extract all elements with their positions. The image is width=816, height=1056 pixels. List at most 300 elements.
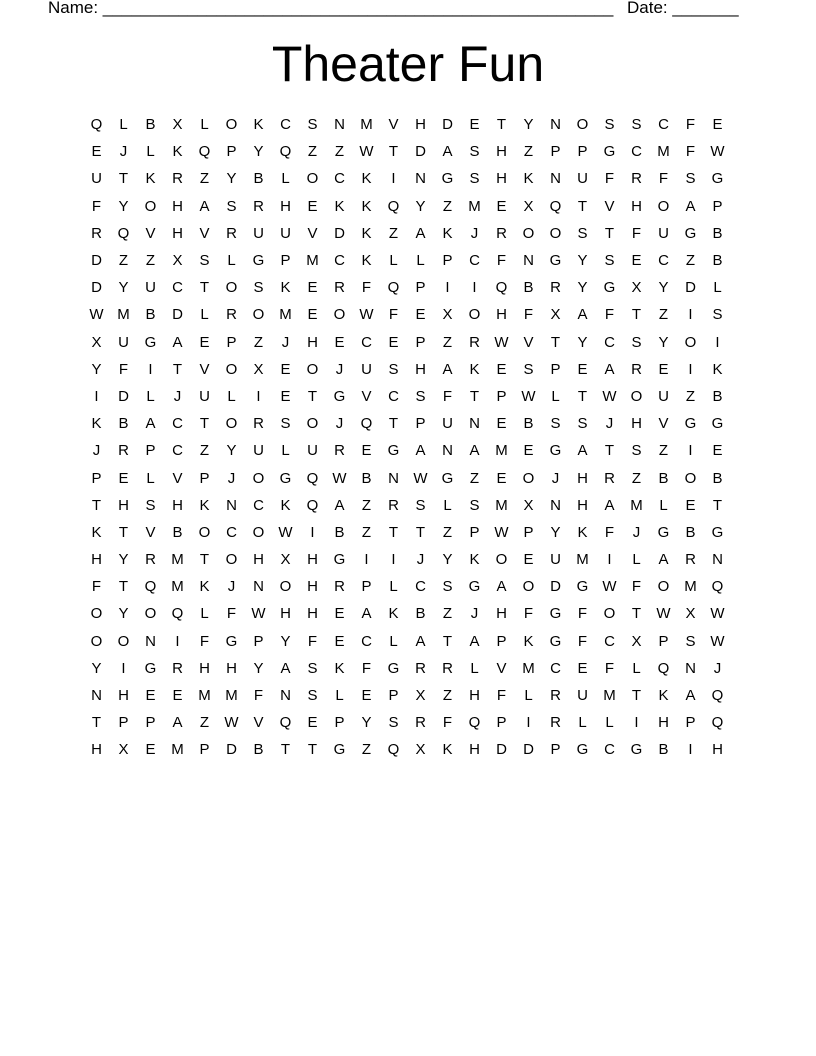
grid-letter: U bbox=[658, 387, 669, 405]
grid-letter: J bbox=[470, 605, 479, 623]
grid-letter: I bbox=[94, 387, 99, 405]
grid-letter: S bbox=[550, 415, 561, 433]
grid-letter: K bbox=[361, 224, 372, 242]
grid-letter: N bbox=[550, 170, 561, 188]
grid-letter: T bbox=[604, 442, 615, 460]
grid-letter: R bbox=[226, 306, 237, 324]
grid-letter: S bbox=[415, 387, 426, 405]
grid-letter: L bbox=[389, 578, 398, 596]
grid-letter: N bbox=[226, 496, 237, 514]
grid-letter: T bbox=[604, 224, 615, 242]
grid-letter: V bbox=[496, 659, 507, 677]
grid-letter: P bbox=[226, 333, 237, 351]
grid-letter: T bbox=[307, 741, 318, 759]
grid-letter: P bbox=[550, 360, 561, 378]
grid-letter: G bbox=[468, 578, 481, 596]
grid-letter: U bbox=[577, 170, 588, 188]
grid-letter: N bbox=[145, 632, 156, 650]
grid-letter: L bbox=[551, 387, 560, 405]
grid-letter: Z bbox=[631, 469, 642, 487]
grid-letter: H bbox=[712, 741, 723, 759]
grid-letter: G bbox=[549, 605, 562, 623]
grid-letter: G bbox=[144, 333, 157, 351]
grid-letter: L bbox=[146, 469, 155, 487]
grid-letter: P bbox=[280, 252, 291, 270]
grid-letter: H bbox=[91, 551, 102, 569]
grid-letter: M bbox=[225, 687, 238, 705]
grid-letter: A bbox=[442, 360, 453, 378]
grid-letter: P bbox=[442, 252, 453, 270]
grid-letter: Q bbox=[495, 279, 508, 297]
grid-letter: P bbox=[199, 469, 210, 487]
grid-letter: I bbox=[310, 523, 315, 541]
grid-letter: P bbox=[91, 469, 102, 487]
grid-letter: A bbox=[685, 197, 696, 215]
grid-letter: Z bbox=[442, 605, 453, 623]
grid-letter: X bbox=[172, 116, 183, 134]
grid-letter: U bbox=[91, 170, 102, 188]
grid-letter: I bbox=[391, 170, 396, 188]
grid-letter: S bbox=[523, 360, 534, 378]
grid-letter: G bbox=[387, 659, 400, 677]
grid-letter: J bbox=[713, 659, 722, 677]
grid-letter: Q bbox=[90, 116, 103, 134]
grid-letter: S bbox=[469, 170, 480, 188]
grid-letter: Z bbox=[523, 143, 534, 161]
grid-letter: C bbox=[172, 279, 183, 297]
grid-letter: A bbox=[172, 333, 183, 351]
grid-letter: B bbox=[712, 252, 723, 270]
grid-letter: P bbox=[118, 714, 129, 732]
grid-letter: L bbox=[200, 605, 209, 623]
grid-letter: M bbox=[171, 578, 184, 596]
grid-letter: P bbox=[550, 143, 561, 161]
grid-letter: V bbox=[658, 415, 669, 433]
grid-letter: J bbox=[605, 415, 614, 433]
grid-letter: Y bbox=[91, 360, 102, 378]
grid-letter: E bbox=[496, 360, 507, 378]
grid-letter: E bbox=[334, 333, 345, 351]
grid-letter: K bbox=[280, 496, 291, 514]
grid-letter: L bbox=[632, 551, 641, 569]
grid-letter: O bbox=[144, 197, 157, 215]
grid-letter: C bbox=[469, 252, 480, 270]
grid-letter: E bbox=[523, 551, 534, 569]
grid-letter: U bbox=[280, 224, 291, 242]
grid-letter: O bbox=[225, 279, 238, 297]
grid-letter: G bbox=[684, 415, 697, 433]
grid-letter: V bbox=[604, 197, 615, 215]
grid-letter: O bbox=[684, 333, 697, 351]
grid-letter: C bbox=[658, 116, 669, 134]
grid-letter: Y bbox=[577, 333, 588, 351]
grid-letter: M bbox=[468, 197, 481, 215]
grid-letter: P bbox=[145, 714, 156, 732]
grid-letter: E bbox=[199, 333, 210, 351]
grid-letter: I bbox=[148, 360, 153, 378]
grid-letter: Z bbox=[361, 741, 372, 759]
grid-letter: T bbox=[577, 387, 588, 405]
grid-letter: J bbox=[335, 415, 344, 433]
grid-letter: R bbox=[253, 415, 264, 433]
grid-letter: N bbox=[550, 116, 561, 134]
grid-letter: F bbox=[442, 387, 453, 405]
grid-letter: K bbox=[469, 360, 480, 378]
grid-letter: Z bbox=[199, 714, 210, 732]
grid-letter: H bbox=[91, 741, 102, 759]
grid-letter: F bbox=[226, 605, 237, 623]
grid-letter: Y bbox=[226, 442, 237, 460]
grid-letter: B bbox=[253, 741, 264, 759]
grid-row bbox=[83, 682, 731, 709]
grid-letter: B bbox=[712, 469, 723, 487]
grid-letter: E bbox=[631, 252, 642, 270]
grid-letter: H bbox=[280, 605, 291, 623]
grid-row bbox=[83, 356, 731, 383]
grid-letter: I bbox=[607, 551, 612, 569]
grid-letter: Z bbox=[199, 170, 210, 188]
grid-letter: V bbox=[307, 224, 318, 242]
grid-letter: L bbox=[389, 632, 398, 650]
grid-letter: C bbox=[604, 741, 615, 759]
grid-letter: J bbox=[173, 387, 182, 405]
grid-letter: U bbox=[253, 442, 264, 460]
grid-letter: K bbox=[469, 551, 480, 569]
grid-letter: F bbox=[631, 224, 642, 242]
grid-letter: K bbox=[442, 741, 453, 759]
grid-letter: F bbox=[91, 578, 102, 596]
grid-letter: F bbox=[685, 143, 696, 161]
grid-letter: N bbox=[415, 170, 426, 188]
grid-letter: S bbox=[469, 143, 480, 161]
grid-letter: A bbox=[685, 687, 696, 705]
grid-letter: F bbox=[523, 306, 534, 324]
grid-letter: H bbox=[253, 551, 264, 569]
grid-letter: Z bbox=[388, 224, 399, 242]
grid-letter: Y bbox=[253, 659, 264, 677]
grid-letter: P bbox=[496, 714, 507, 732]
grid-letter: O bbox=[90, 605, 103, 623]
grid-letter: C bbox=[361, 333, 372, 351]
grid-letter: E bbox=[685, 496, 696, 514]
grid-letter: Q bbox=[468, 714, 481, 732]
grid-letter: I bbox=[121, 659, 126, 677]
grid-letter: T bbox=[496, 116, 507, 134]
grid-letter: F bbox=[442, 714, 453, 732]
grid-letter: S bbox=[604, 116, 615, 134]
grid-letter: E bbox=[361, 687, 372, 705]
grid-row bbox=[83, 492, 731, 519]
grid-letter: P bbox=[226, 143, 237, 161]
grid-letter: M bbox=[198, 687, 211, 705]
grid-letter: L bbox=[281, 442, 290, 460]
grid-letter: C bbox=[415, 578, 426, 596]
grid-letter: X bbox=[253, 360, 264, 378]
grid-letter: B bbox=[712, 224, 723, 242]
grid-letter: I bbox=[715, 333, 720, 351]
grid-letter: T bbox=[388, 143, 399, 161]
grid-letter: I bbox=[364, 551, 369, 569]
grid-letter: D bbox=[118, 387, 129, 405]
grid-letter: L bbox=[659, 496, 668, 514]
grid-letter: D bbox=[685, 279, 696, 297]
grid-letter: W bbox=[359, 306, 374, 324]
grid-letter: D bbox=[550, 578, 561, 596]
grid-letter: Y bbox=[118, 551, 129, 569]
grid-letter: F bbox=[658, 170, 669, 188]
grid-letter: O bbox=[225, 360, 238, 378]
grid-letter: W bbox=[602, 387, 617, 405]
grid-letter: K bbox=[442, 224, 453, 242]
grid-letter: X bbox=[523, 197, 534, 215]
grid-letter: A bbox=[415, 442, 426, 460]
grid-letter: S bbox=[199, 252, 210, 270]
grid-letter: J bbox=[632, 523, 641, 541]
grid-letter: Q bbox=[387, 741, 400, 759]
grid-letter: H bbox=[307, 605, 318, 623]
grid-letter: M bbox=[495, 442, 508, 460]
grid-letter: G bbox=[630, 741, 643, 759]
grid-row bbox=[83, 220, 731, 247]
grid-letter: T bbox=[199, 415, 210, 433]
grid-letter: A bbox=[469, 632, 480, 650]
grid-letter: G bbox=[333, 741, 346, 759]
grid-letter: Q bbox=[306, 496, 319, 514]
grid-letter: K bbox=[145, 170, 156, 188]
grid-letter: O bbox=[333, 306, 346, 324]
grid-letter: T bbox=[469, 387, 480, 405]
grid-letter: X bbox=[523, 496, 534, 514]
grid-letter: E bbox=[658, 360, 669, 378]
grid-letter: Z bbox=[442, 523, 453, 541]
grid-letter: E bbox=[361, 442, 372, 460]
grid-letter: C bbox=[280, 116, 291, 134]
grid-letter: R bbox=[226, 224, 237, 242]
grid-letter: H bbox=[307, 578, 318, 596]
grid-letter: H bbox=[469, 741, 480, 759]
grid-letter: L bbox=[227, 252, 236, 270]
grid-letter: O bbox=[144, 605, 157, 623]
grid-row bbox=[83, 655, 731, 682]
grid-letter: E bbox=[496, 415, 507, 433]
grid-letter: M bbox=[117, 306, 130, 324]
grid-letter: R bbox=[172, 659, 183, 677]
grid-letter: Z bbox=[442, 687, 453, 705]
grid-letter: M bbox=[171, 551, 184, 569]
grid-letter: G bbox=[441, 170, 454, 188]
grid-row bbox=[83, 247, 731, 274]
grid-row bbox=[83, 709, 731, 736]
grid-letter: W bbox=[251, 605, 266, 623]
grid-letter: E bbox=[172, 687, 183, 705]
grid-letter: C bbox=[604, 632, 615, 650]
grid-letter: I bbox=[688, 306, 693, 324]
grid-letter: D bbox=[334, 224, 345, 242]
grid-letter: F bbox=[388, 306, 399, 324]
grid-letter: Q bbox=[279, 714, 292, 732]
grid-letter: G bbox=[279, 469, 292, 487]
grid-letter: K bbox=[577, 523, 588, 541]
grid-letter: I bbox=[688, 442, 693, 460]
grid-letter: T bbox=[307, 387, 318, 405]
grid-letter: S bbox=[253, 279, 264, 297]
grid-letter: X bbox=[415, 741, 426, 759]
grid-letter: M bbox=[360, 116, 373, 134]
grid-letter: A bbox=[604, 360, 615, 378]
grid-letter: Z bbox=[658, 306, 669, 324]
grid-letter: F bbox=[604, 306, 615, 324]
grid-letter: L bbox=[578, 714, 587, 732]
grid-letter: W bbox=[710, 605, 725, 623]
grid-letter: D bbox=[172, 306, 183, 324]
grid-letter: A bbox=[172, 714, 183, 732]
grid-letter: W bbox=[494, 523, 509, 541]
grid-letter: U bbox=[118, 333, 129, 351]
grid-letter: V bbox=[145, 224, 156, 242]
grid-letter: T bbox=[631, 306, 642, 324]
grid-letter: K bbox=[523, 170, 534, 188]
grid-letter: H bbox=[307, 551, 318, 569]
grid-letter: P bbox=[415, 333, 426, 351]
grid-letter: Z bbox=[658, 442, 669, 460]
grid-letter: D bbox=[91, 279, 102, 297]
grid-letter: L bbox=[146, 387, 155, 405]
grid-letter: R bbox=[550, 279, 561, 297]
grid-letter: W bbox=[710, 143, 725, 161]
grid-letter: Q bbox=[360, 415, 373, 433]
grid-letter: C bbox=[631, 143, 642, 161]
grid-row bbox=[83, 519, 731, 546]
grid-letter: Z bbox=[334, 143, 345, 161]
grid-letter: K bbox=[199, 578, 210, 596]
grid-letter: E bbox=[523, 442, 534, 460]
grid-letter: L bbox=[335, 687, 344, 705]
grid-letter: T bbox=[388, 523, 399, 541]
grid-letter: H bbox=[199, 659, 210, 677]
grid-letter: P bbox=[550, 741, 561, 759]
grid-letter: G bbox=[549, 252, 562, 270]
grid-letter: O bbox=[576, 116, 589, 134]
grid-letter: E bbox=[307, 197, 318, 215]
grid-letter: P bbox=[199, 741, 210, 759]
grid-letter: N bbox=[280, 687, 291, 705]
grid-letter: X bbox=[685, 605, 696, 623]
grid-letter: E bbox=[388, 333, 399, 351]
grid-letter: Y bbox=[577, 279, 588, 297]
grid-letter: W bbox=[359, 143, 374, 161]
grid-letter: W bbox=[413, 469, 428, 487]
grid-letter: W bbox=[521, 387, 536, 405]
grid-letter: Q bbox=[711, 687, 724, 705]
grid-letter: B bbox=[685, 523, 696, 541]
grid-letter: R bbox=[334, 578, 345, 596]
grid-letter: Z bbox=[442, 333, 453, 351]
grid-letter: O bbox=[306, 415, 319, 433]
grid-letter: L bbox=[416, 252, 425, 270]
grid-letter: C bbox=[658, 252, 669, 270]
grid-letter: E bbox=[712, 116, 723, 134]
grid-letter: V bbox=[199, 224, 210, 242]
grid-letter: H bbox=[577, 496, 588, 514]
grid-letter: F bbox=[604, 523, 615, 541]
grid-letter: U bbox=[253, 224, 264, 242]
grid-letter: U bbox=[442, 415, 453, 433]
grid-row bbox=[83, 301, 731, 328]
grid-letter: E bbox=[496, 197, 507, 215]
grid-letter: R bbox=[685, 551, 696, 569]
grid-letter: Z bbox=[199, 442, 210, 460]
grid-letter: K bbox=[658, 687, 669, 705]
grid-letter: O bbox=[225, 551, 238, 569]
grid-letter: Z bbox=[118, 252, 129, 270]
grid-letter: Q bbox=[279, 143, 292, 161]
grid-letter: B bbox=[523, 415, 534, 433]
grid-letter: O bbox=[630, 387, 643, 405]
grid-letter: F bbox=[523, 605, 534, 623]
grid-letter: X bbox=[631, 632, 642, 650]
grid-letter: V bbox=[388, 116, 399, 134]
grid-letter: X bbox=[415, 687, 426, 705]
grid-letter: S bbox=[388, 360, 399, 378]
grid-letter: E bbox=[307, 279, 318, 297]
grid-letter: B bbox=[658, 741, 669, 759]
grid-letter: Y bbox=[361, 714, 372, 732]
grid-letter: Z bbox=[442, 197, 453, 215]
grid-letter: J bbox=[281, 333, 290, 351]
grid-letter: G bbox=[603, 279, 616, 297]
grid-letter: O bbox=[657, 197, 670, 215]
grid-letter: K bbox=[334, 659, 345, 677]
grid-row bbox=[83, 274, 731, 301]
grid-letter: Q bbox=[387, 197, 400, 215]
grid-letter: V bbox=[145, 523, 156, 541]
grid-letter: R bbox=[145, 551, 156, 569]
grid-letter: R bbox=[550, 687, 561, 705]
grid-letter: R bbox=[334, 279, 345, 297]
grid-letter: O bbox=[522, 578, 535, 596]
grid-letter: T bbox=[172, 360, 183, 378]
grid-letter: E bbox=[145, 741, 156, 759]
grid-letter: S bbox=[685, 170, 696, 188]
grid-letter: L bbox=[119, 116, 128, 134]
grid-letter: T bbox=[199, 279, 210, 297]
grid-letter: Y bbox=[118, 279, 129, 297]
grid-letter: Q bbox=[657, 659, 670, 677]
grid-letter: O bbox=[225, 116, 238, 134]
grid-letter: C bbox=[604, 333, 615, 351]
grid-letter: P bbox=[469, 523, 480, 541]
grid-letter: L bbox=[470, 659, 479, 677]
grid-letter: T bbox=[118, 170, 129, 188]
grid-letter: E bbox=[469, 116, 480, 134]
grid-letter: K bbox=[361, 197, 372, 215]
grid-letter: K bbox=[91, 523, 102, 541]
grid-row bbox=[83, 193, 731, 220]
grid-letter: K bbox=[253, 116, 264, 134]
grid-letter: E bbox=[496, 469, 507, 487]
grid-letter: Z bbox=[361, 523, 372, 541]
grid-letter: P bbox=[334, 714, 345, 732]
grid-letter: X bbox=[280, 551, 291, 569]
grid-letter: Z bbox=[469, 469, 480, 487]
grid-letter: X bbox=[118, 741, 129, 759]
grid-letter: D bbox=[442, 116, 453, 134]
grid-row bbox=[83, 138, 731, 165]
grid-letter: P bbox=[523, 523, 534, 541]
grid-letter: Z bbox=[361, 496, 372, 514]
grid-letter: O bbox=[117, 632, 130, 650]
grid-letter: Q bbox=[711, 578, 724, 596]
